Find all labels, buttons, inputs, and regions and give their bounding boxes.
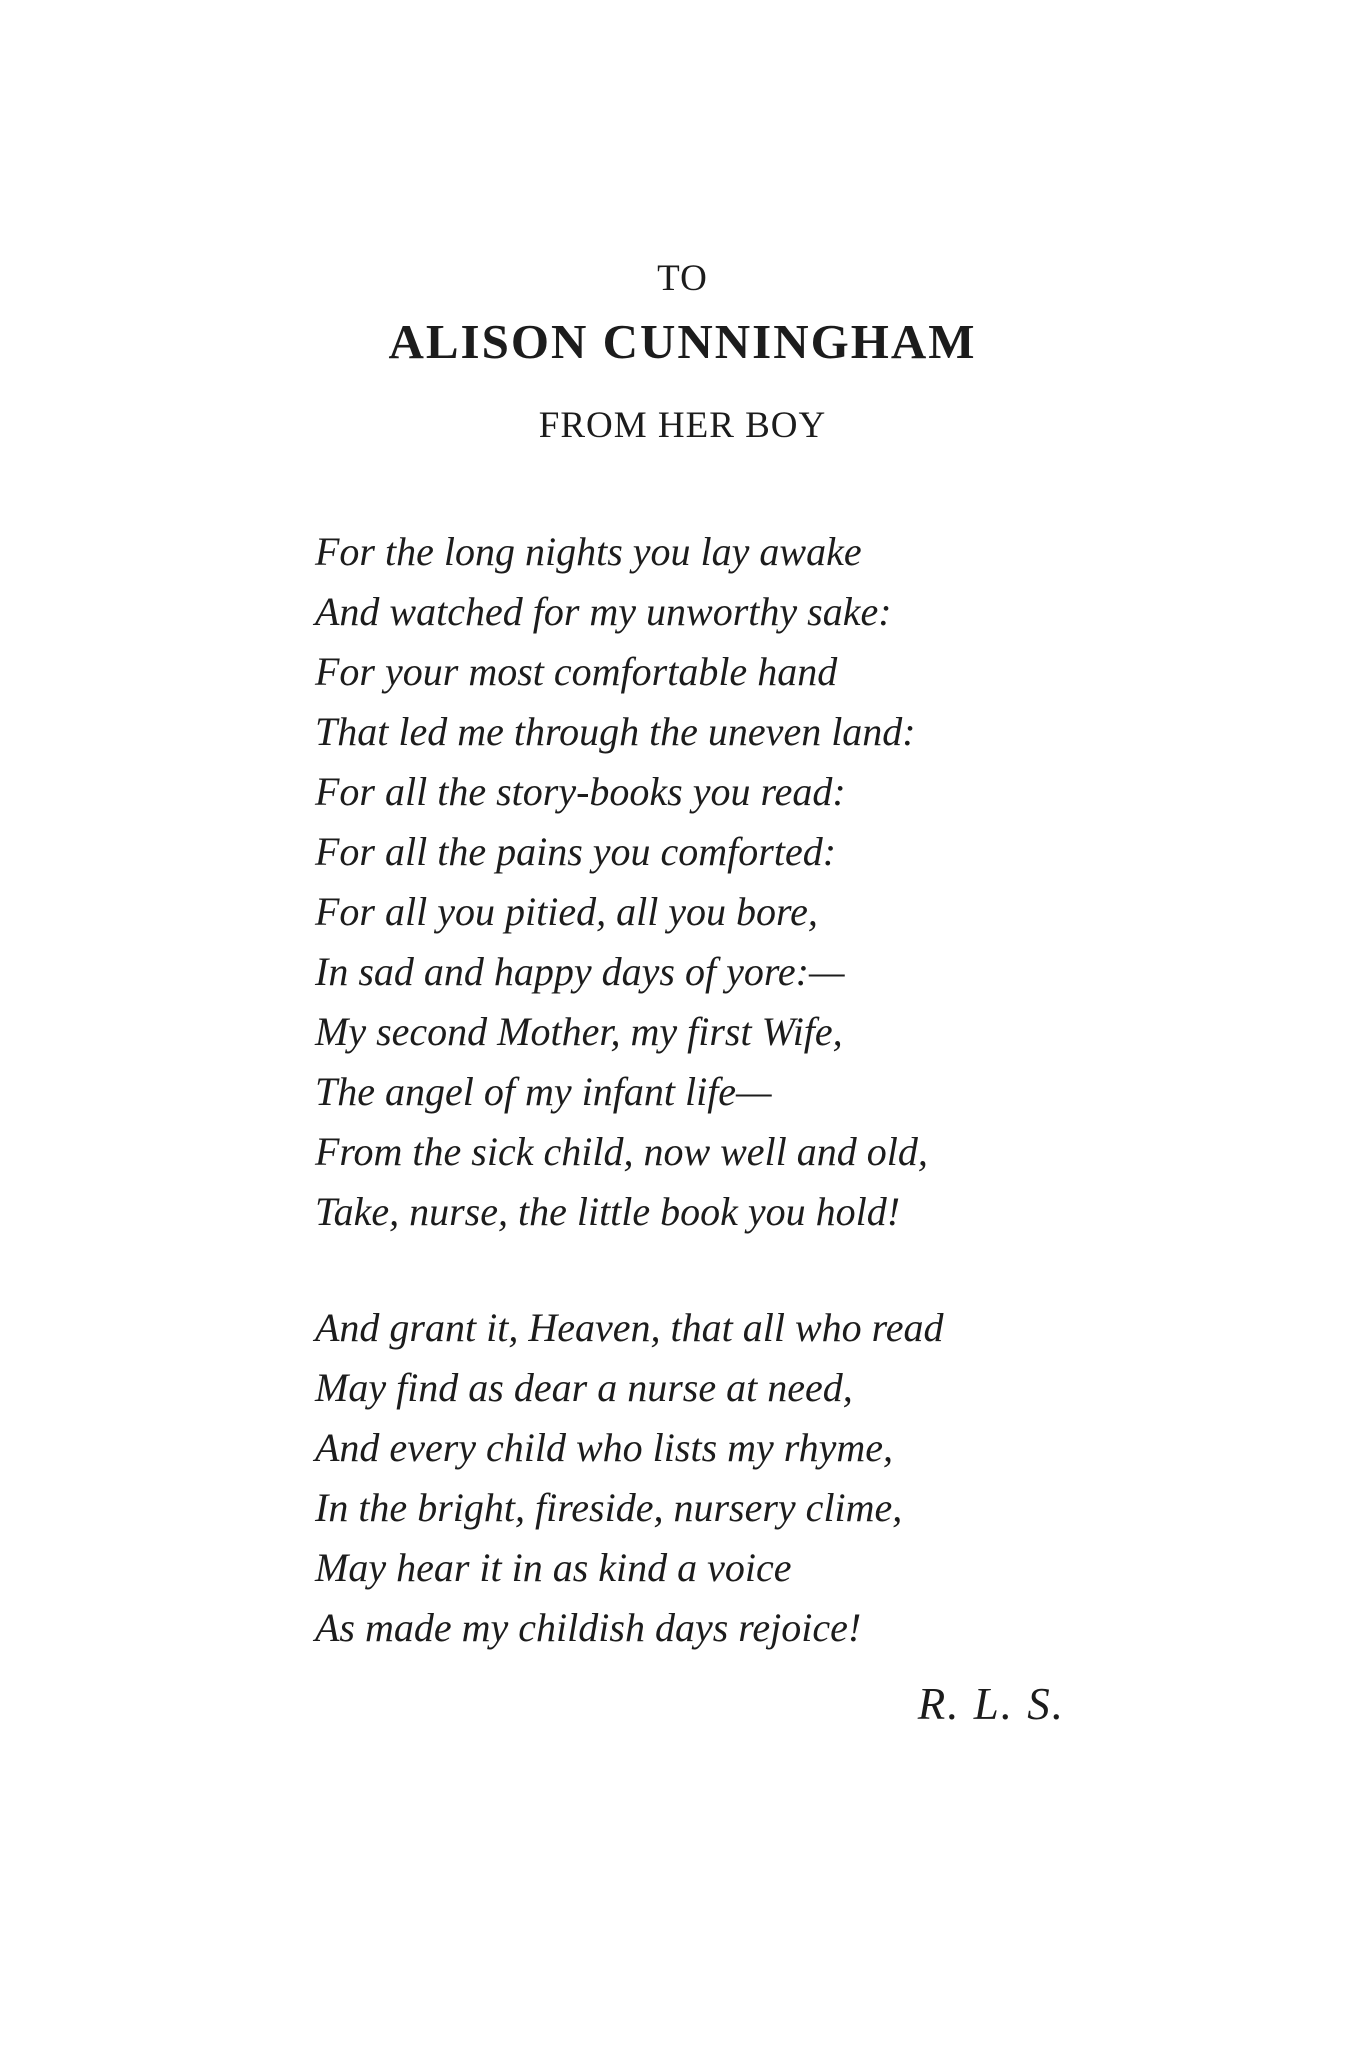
poem-line: And grant it, Heaven, that all who read [315,1305,944,1350]
poem-line: From the sick child, now well and old, [315,1129,928,1174]
dedication-to: TO [657,258,708,299]
poem-line: For your most comfortable hand [315,649,838,694]
poem-line: That led me through the uneven land: [315,709,916,754]
poem-line: The angel of my infant life— [315,1069,772,1114]
poem-line: May find as dear a nurse at need, [315,1365,853,1410]
dedicatee-name: ALISON CUNNINGHAM [388,314,977,369]
poem-stanza-2 [315,1298,943,1658]
poem-line: For the long nights you lay awake [315,529,862,574]
poem-line: In sad and happy days of yore:— [315,949,845,994]
author-signature: R. L. S. [917,1679,1065,1729]
poem-line: And every child who lists my rhyme, [315,1425,894,1470]
poem-line: May hear it in as kind a voice [315,1545,792,1590]
poem-line: My second Mother, my first Wife, [315,1009,843,1054]
poem-line: As made my childish days rejoice! [315,1605,862,1650]
poem-stanza-1 [315,522,928,1242]
poem-line: For all the pains you comforted: [315,829,837,874]
poem-line: And watched for my unworthy sake: [315,589,892,634]
poem-line: In the bright, fireside, nursery clime, [315,1485,903,1530]
poem-line: For all you pitied, all you bore, [315,889,818,934]
poem-line: Take, nurse, the little book you hold! [315,1189,901,1234]
poem-line: For all the story-books you read: [315,769,846,814]
dedication-from: FROM HER BOY [538,405,827,446]
